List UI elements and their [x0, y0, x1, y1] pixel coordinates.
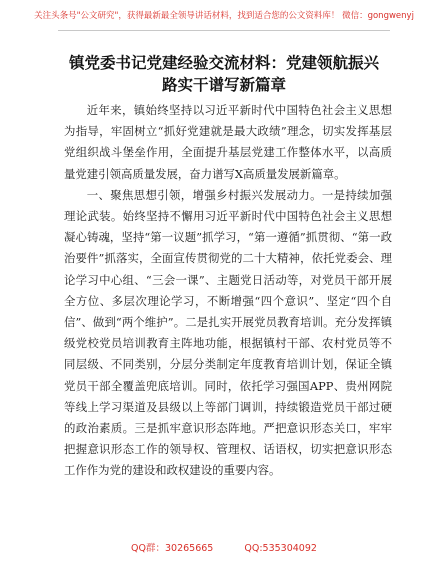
title-line-2: 路实干谱写新篇章 [161, 76, 286, 94]
footer-qq: QQ:535304092 [244, 543, 317, 554]
document-body [64, 100, 392, 482]
document-title [40, 52, 408, 96]
header-divider [58, 30, 390, 31]
paragraph-section-1: 一、聚焦思想引领，增强乡村振兴发展动力。一是持续加强理论武装。始终坚持不懈用习近平新时代中国特色社会主义思想凝心铸魂，坚持“第一议题”抓学习，“第一遵循”抓贯彻、“第一政治要件”抓落实，全面宣传贯彻党的二十大精神，依托党委会、理论学习中心组、“三会一课”、主题党日活动等，对党员干部开展全方位、多层次理论学习，不断增强“四个意识”、坚定“四个自信”、做到“两个维护”。二是扎实开展党员教育培训。充分发挥镇级党校党员培训教育主阵地功能，根据镇村干部、农村党员等不同层级、不同类别，分层分类制定年度教育培训计划，保证全镇党员干部全覆盖兜底培训。同时，依托学习强国APP、贵州网院等线上学习渠道及县级以上等部门调训，持续锻造党员干部过硬的政治素质。三是抓牢意识形态阵地。严把意识形态关口，牢牢把握意识形态工作的领导权、管理权、话语权，切实把意识形态工作作为党的建设和政权建设的重要内容。 [64, 187, 392, 478]
title-line-1: 镇党委书记党建经验交流材料：党建领航振兴 [68, 54, 379, 72]
header-banner: 关注头条号"公文研究"，获得最新最全领导讲话材料，找到适合您的公文资料库！ 微信：gongwenyj [34, 11, 414, 21]
footer-qq-group: QQ群：30265665 [131, 543, 214, 554]
footer-contact [0, 540, 448, 554]
paragraph-intro: 近年来，镇始终坚持以习近平新时代中国特色社会主义思想为指导，牢固树立“抓好党建就是最大政绩”理念，切实发挥基层党组织战斗堡垒作用，全面提升基层党建工作整体水平，以高质量党建引领高质量发展，奋力谱写X高质量发展新篇章。 [64, 103, 392, 181]
